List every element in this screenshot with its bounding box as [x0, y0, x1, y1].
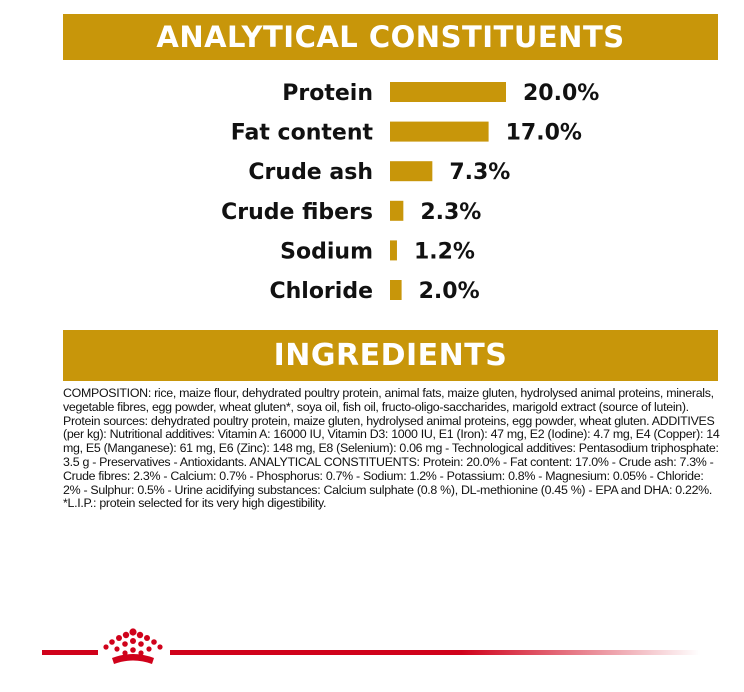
analytical-constituents-title: ANALYTICAL CONSTITUENTS	[156, 20, 625, 54]
bar	[390, 161, 432, 181]
crown-icon	[98, 626, 168, 670]
composition-text: COMPOSITION: rice, maize flour, dehydrated poultry protein, animal fats, maize gluten, hydrolysed animal proteins, minerals, vegetable fibres, egg powder, wheat gluten*, soya oil, fish oil, fructo-oligo-saccharides, marigold extract (source of lutein). Protein sources: dehydrated poultry protein, maize gluten, hydrolysed animal proteins, egg powder, wheat gluten. ADDITIVES (per kg): Nutritional additives: Vitamin A: 16000 IU, Vitamin D3: 1000 IU, E1 (Iron): 47 mg, E2 (Iodine): 4.7 mg, E4 (Copper): 14 mg, E5 (Manganese): 61 mg, E6 (Zinc): 148 mg, E8 (Selenium): 0.06 mg - Technological additives: Pentasodium triphosphate: 3.5 g - Preservatives - Antioxidants. ANALYTICAL CONSTITUENTS: Protein: 20.0% - Fat content: 17.0% - Crude ash: 7.3% - Crude fibres: 2.3% - Calcium: 0.7% - Phosphorus: 0.7% - Sodium: 1.2% - Potassium: 0.8% - Magnesium: 0.05% - Chloride: 2% - Sulphur: 0.5% - Urine acidifying substances: Calcium sulphate (0.8 %), DL-methionine (0.45 %) - EPA and DHA: 0.22%. *L.I.P.: protein selected for its very high digestibility.	[63, 386, 720, 511]
bar	[390, 82, 506, 102]
value-label: 1.2%	[413, 239, 475, 265]
category-label: Protein	[282, 81, 373, 106]
value-label: 7.3%	[449, 160, 511, 186]
bar	[390, 280, 402, 300]
category-label: Fat content	[230, 120, 373, 146]
ingredients-header	[63, 330, 718, 381]
bar	[390, 122, 489, 142]
analytical-constituents-chart	[0, 70, 744, 310]
category-label: Crude ash	[248, 160, 373, 186]
bar	[390, 240, 397, 260]
category-label: Crude fibers	[221, 199, 373, 225]
category-label: Sodium	[280, 239, 373, 265]
value-label: 2.3%	[420, 199, 482, 225]
analytical-constituents-header	[63, 14, 718, 60]
ingredients-title: INGREDIENTS	[273, 338, 508, 373]
bar	[390, 201, 403, 221]
footer-line-right	[170, 650, 700, 655]
value-label: 17.0%	[505, 120, 582, 146]
footer-line-left	[42, 650, 98, 655]
category-label: Chloride	[269, 279, 373, 304]
value-label: 20.0%	[523, 81, 600, 106]
value-label: 2.0%	[418, 279, 480, 304]
